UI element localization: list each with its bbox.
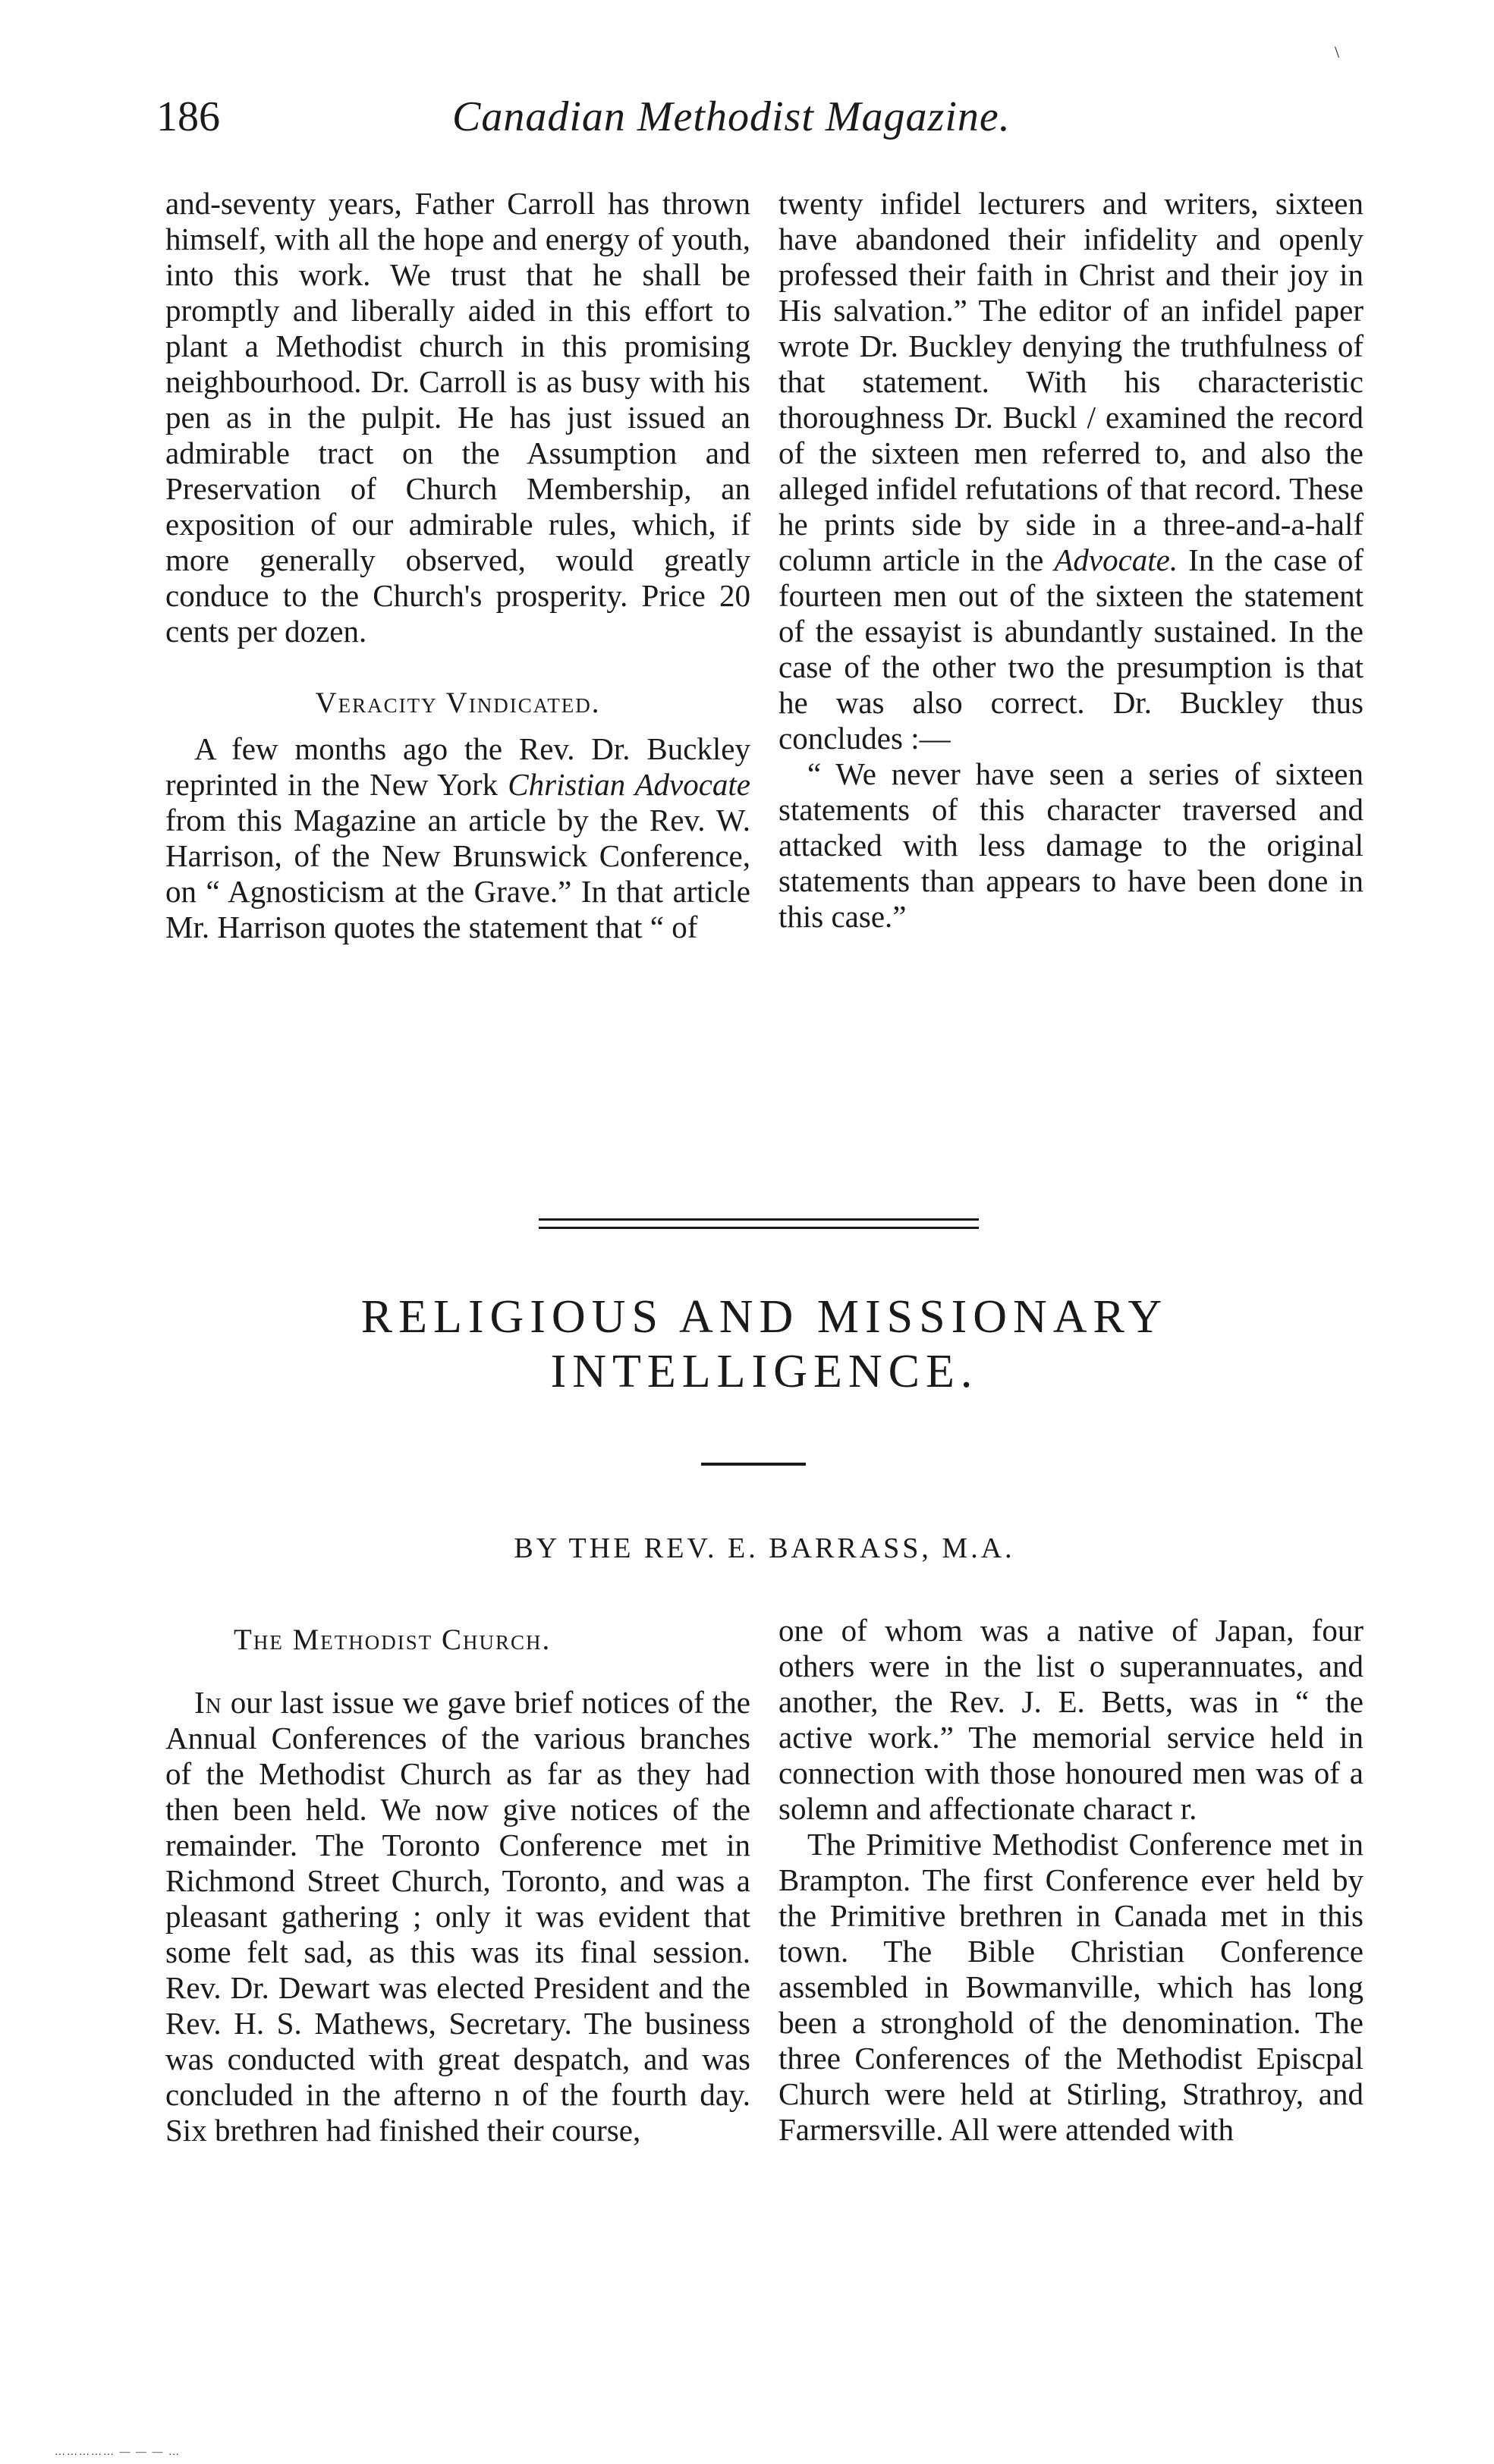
paragraph: one of whom was a native of Japan, four others were in the list o superannuates, and another, the Rev. J. E. Betts, was in “ the active work.” The memorial service held in connection with those honoured men was of a solemn and affectionate charact r.: [778, 1613, 1363, 1826]
text-run: twenty infidel lecturers and writers, sixteen have abandoned their infidelity and openly professed their faith in Christ and their joy in His salvation.” The editor of an infidel paper wrote Dr. Buckley denying the truthfulness of that statement. With his characteristic thoroughness Dr. Buckl / examined the record of the sixteen men referred to, and also the alleged infidel refutations of that record. These he prints side by side in a three-and-a-half column article in the: [778, 186, 1363, 577]
stray-mark: \: [1335, 42, 1340, 61]
paragraph: and-seventy years, Father Carroll has thrown himself, with all the hope and energy of youth, into this work. We trust that he shall be promptly and liberally aided in this effort to plant a Methodist church in this promising neighbourhood. Dr. Carroll is as busy with his pen as in the pulpit. He has just issued an admirable tract on the Assumption and Preservation of Church Membership, an exposition of our admirable rules, which, if more generally observed, would greatly conduce to the Church's prosperity. Price 20 cents per dozen.: [165, 186, 750, 649]
divider-rule-bottom: [539, 1227, 979, 1229]
text-run: In the case of fourteen men out of the sixteen the statement of the essayist is abundantly sustained. In the case of the other two the presumption is that he was also correct. Dr. Buckley thus concludes :—: [778, 542, 1363, 756]
section-title-line-1: RELIGIOUS AND MISSIONARY: [360, 1291, 1168, 1343]
footer-marks: …………… — — — …: [55, 2447, 181, 2458]
column-bottom-right: [778, 1613, 1363, 2148]
quotation-paragraph: “ We never have seen a series of sixteen statements of this character traversed and attacked with less damage to the original statements than appears to have been done in this case.”: [778, 756, 1363, 934]
lead-word: In: [194, 1685, 222, 1720]
short-rule: [701, 1463, 806, 1466]
italic-title: Christian Advocate: [508, 767, 750, 802]
column-top-left: [165, 186, 750, 945]
column-bottom-left: [165, 1622, 750, 2148]
paragraph: [165, 1685, 750, 2148]
divider-rule-top: [539, 1218, 979, 1221]
section-title-line-2: INTELLIGENCE.: [550, 1346, 979, 1397]
paragraph: [165, 731, 750, 945]
section-title: [165, 1290, 1363, 1399]
italic-title: Advocate.: [1054, 542, 1178, 577]
paragraph: The Primitive Methodist Conference met in Brampton. The first Conference ever held by the Primitive brethren in Canada met in this town. The Bible Christian Conference assembled in Bowmanville, which has long been a stronghold of the denomination. The three Conferences of the Methodist Episcpal Church were held at Stirling, Strathroy, and Farmersville. All were attended with: [778, 1827, 1363, 2147]
text-run: A few months ago the Rev. Dr. Buckley reprinted in the New York: [165, 731, 750, 802]
text-run: our last issue we gave brief notices of the Annual Conferences of the various branches of the Methodist Church as far as they had then been held. We now give notices of the remainder. The Toronto Conference met in Richmond Street Church, Toronto, and was a pleasant gathering ; only it was evident that some felt sad, as this was its final session. Rev. Dr. Dewart was elected President and the Rev. H. S. Mathews, Secretary. The business was conducted with great despatch, and was concluded in the afterno n of the fourth day. Six brethren had finished their course,: [165, 1685, 750, 2148]
paragraph: [778, 186, 1363, 756]
page-number: 186: [156, 93, 220, 140]
running-title: Canadian Methodist Magazine.: [452, 93, 1011, 140]
column-top-right: [778, 186, 1363, 935]
subheading-veracity-vindicated: Veracity Vindicated.: [315, 687, 601, 719]
byline: BY THE REV. E. BARRASS, M.A.: [514, 1532, 1015, 1564]
text-run: from this Magazine an article by the Rev. W. Harrison, of the New Brunswick Conference, on “ Agnosticism at the Grave.” In that article Mr. Harrison quotes the statement that “ of: [165, 803, 750, 944]
subheading-methodist-church: The Methodist Church.: [234, 1623, 552, 1656]
